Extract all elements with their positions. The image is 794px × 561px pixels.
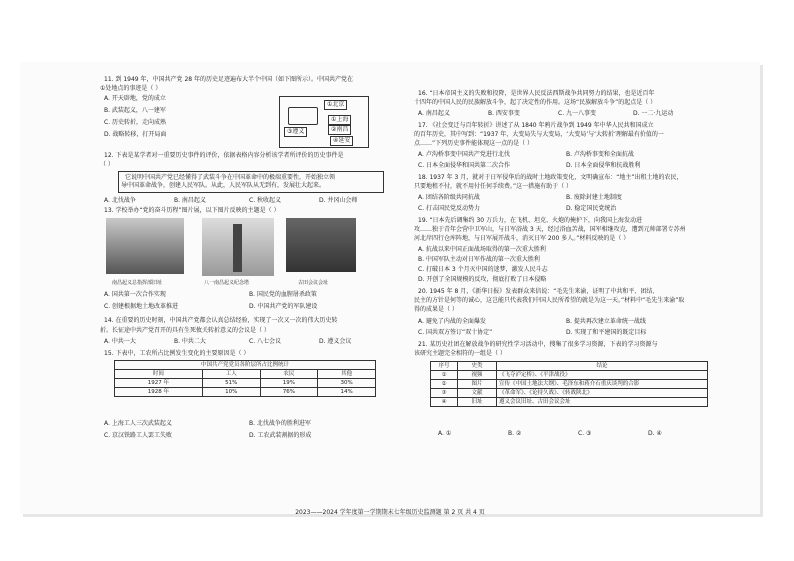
q15-opt-d: D. 工农武装割据的形成 [249, 432, 312, 439]
q15-opt-c: C. 京汉铁路工人罢工失败 [104, 432, 173, 439]
q14-opt-a: A. 中共一大 [104, 338, 136, 345]
q18-line1: 18. 1937 年 3 月，就对于日军侵华后的战时土地政策变化，文明确宣布：“地主”出租土地的农民， [418, 174, 683, 181]
q15-cell: 10% [202, 388, 260, 397]
q17-opt-a: A. 卢沟桥事变中国共产党进行北伐 [418, 151, 510, 158]
q14-line1: 14. 在重要的历史时刻，中国共产党都会认真总结经验，实现了一次又一次的伟大历史转 [104, 317, 338, 324]
route-map [279, 96, 369, 148]
q16-opt-c: C. 九一八事变 [558, 110, 597, 117]
q16-line2: 十四年的中国人民的民族解放斗争，起了决定性的作用。这场“民族解放斗争”的起点是（ ） [414, 99, 657, 106]
q21-opt-b: B. ② [508, 430, 522, 437]
q15-table [114, 360, 376, 397]
map-beijing: ①北京 [324, 100, 347, 110]
table-row [431, 389, 708, 398]
table-row [431, 371, 708, 380]
q20-opt-a: A. 避免了内战的全面爆发 [418, 318, 486, 325]
q21-cell: 《革命军》、《论持久战》、《转战陕北》 [497, 389, 708, 398]
q15-opt-a: A. 上海工人三次武装起义 [104, 420, 172, 427]
q19-opt-c: C. 打破日本 3 个月灭中国的迷梦，激发人民斗志 [418, 266, 548, 273]
table-row [431, 380, 708, 389]
q17-line1: 17. 《社会变迁与百年转折》讲述了从 1840 年鸦片战争到 1949 年中华人民共和国成立 [418, 122, 654, 129]
q17-opt-c: C. 日本全面侵华和国共第二次合作 [418, 162, 511, 169]
q16-opt-b: B. 西安事变 [488, 110, 520, 117]
q19-opt-b: B. 中国军队主动对日军作战的第一次重大胜利 [418, 256, 540, 263]
q21-cell: 图片 [458, 380, 497, 389]
q14-opt-d: D. 遵义会议 [319, 338, 352, 345]
q17-opt-d: D. 日本全面侵华和抗战胜利 [566, 162, 641, 169]
q15-cell: 76% [260, 388, 318, 397]
q13-opt-a: A. 国共第一次合作实现 [104, 291, 166, 298]
q11-opt-a: A. 开天辟地，党的成立 [104, 95, 166, 102]
q21-cell: ③ [431, 389, 458, 398]
q18-opt-a: A. 团结各阶级共同抗战 [418, 194, 480, 201]
map-shanghai: ①上海 [328, 115, 351, 125]
q15-th: 农民 [260, 370, 318, 379]
q17-line3: 点……”下列历史事件能体现这一点的是（ ） [414, 140, 534, 147]
q18-line2: 只要地租不付，就不用付任何手续费。”这一措施有助于（ ） [414, 183, 573, 190]
map-nanchang: ②南昌 [328, 125, 351, 135]
photo-gutian [286, 218, 356, 272]
q13-stem: 13. 学校举办“党的奋斗历程”图片展，以下图片反映的主题是（ ） [104, 207, 280, 214]
q13-opt-b: B. 国民党的血腥屠杀政策 [249, 291, 317, 298]
q20-opt-d: D. 实现了和平建国的既定目标 [566, 329, 647, 336]
q15-cell: 19% [260, 379, 318, 388]
q20-line3: 得的成果是（ ） [414, 306, 458, 313]
photo-nanchang-hq [106, 218, 184, 274]
q18-opt-c: C. 打击国民党反动势力 [418, 205, 481, 212]
q21-cell: 文献 [458, 389, 497, 398]
q21-cell: ④ [431, 398, 458, 407]
q11-opt-d: D. 战略转移，打开局面 [104, 131, 167, 138]
table-row [115, 388, 376, 397]
map-yanan: ④延安 [330, 136, 353, 146]
q12-quote-box [118, 171, 384, 193]
q15-cell: 14% [318, 388, 376, 397]
q21-th: 结论 [497, 362, 708, 371]
q15-table-title: 中国共产党党员各阶层所占比例统计 [115, 361, 376, 370]
q21-line2: 该研究主题完全相符的一组是（ ） [414, 350, 506, 357]
q15-th: 时间 [115, 370, 203, 379]
q15-cell: 30% [318, 379, 376, 388]
q21-th: 序号 [431, 362, 458, 371]
q17-line2: 的百年历史，其中写到：“1937 年，大变局失与大变局，‘大变局’与‘大转折’理解最有价值的一 [414, 131, 664, 138]
map-route-line [288, 107, 318, 125]
page-footer: 2023——2024 学年度第一学期期末七年级历史监测题 第 2 页 共 4 页 [295, 509, 485, 516]
q12-opt-d: D. 井冈山会师 [319, 197, 358, 204]
exam-sheet [20, 62, 760, 514]
q21-cell: ② [431, 380, 458, 389]
q13-caption-2: 八一南昌起义纪念塔 [204, 280, 250, 286]
q21-opt-a: A. ① [438, 430, 452, 437]
q13-caption-1: 南昌起义总指挥部旧址 [112, 280, 163, 286]
q15-th: 其他 [318, 370, 376, 379]
q14-opt-b: B. 中共二大 [174, 338, 206, 345]
q16-line1: 16. “日本帝国主义的失败和投降，是世界人民反法西斯战争共同努力的结果，也是近百年 [418, 90, 655, 97]
q15-stem: 15. 下表中，工农所占比例发生变化的主要原因是（ ） [104, 350, 250, 357]
q12-quote-line1: 它说明中国共产党已经懂得了武装斗争在中国革命中的极端重要性，开始独立领 [125, 174, 336, 181]
q14-line2: 折。长征途中共产党召开的具有生死攸关转折意义的会议是（ ） [100, 327, 270, 334]
q12-quote-line2: 导中国革命战争，创建人民军队。从此，人民军队从无到有，发展壮大起来。 [121, 182, 326, 189]
q19-opt-a: A. 抗战以来中国正面战场取得的第一次重大胜利 [418, 246, 546, 253]
q15-cell: 1928 年 [115, 388, 203, 397]
q20-line1: 20. 1945 年 8 月，《新华日报》发表群众来信说：“毛先生来渝，证明了中共和平、团结、 [418, 288, 659, 295]
q19-line2: 攻……独于青年会营中卫军山，与日军浴战 3 天，经过浴血苦战，国军相继攻克，遭到元帅部署专苏州 [414, 226, 686, 233]
q21-cell: 旧址 [458, 398, 497, 407]
q13-caption-3: 古田会议会址 [298, 280, 329, 286]
q15-opt-b: B. 北伐战争的胜利进军 [249, 420, 311, 427]
q21-line1: 21. 某历史社团在解放战争的研究性学习活动中，搜集了很多学习资源，下表的学习资源与 [418, 341, 658, 348]
q11-opt-c: C. 历史转折，走向成熟 [104, 119, 167, 126]
q11-opt-b: B. 武装起义，八一建军 [104, 107, 166, 114]
q21-cell: ① [431, 371, 458, 380]
q21-cell: 视频 [458, 371, 497, 380]
q21-table [430, 361, 708, 407]
q20-opt-c: C. 国共双方签订“双十协定” [418, 329, 493, 336]
q16-opt-d: D. 一二·九运动 [633, 110, 674, 117]
q15-th: 工人 [202, 370, 260, 379]
q21-cell: 《飞夺泸定桥》、《平津战役》 [497, 371, 708, 380]
table-row [115, 379, 376, 388]
q12-line2: （ ） [100, 161, 114, 168]
q20-opt-b: B. 提共再次建立革命统一战线 [566, 318, 646, 325]
q19-opt-d: D. 开创了全国规模的反攻，彻底打败了日本侵略 [418, 276, 547, 283]
q19-line3: 河北岸四行仓库阵地，与日军展开战斗，消灭日军 200 多人。”材料反映的是（ ） [414, 235, 630, 242]
q15-cell: 51% [202, 379, 260, 388]
q13-opt-c: C. 创建根据地土地改革推进 [104, 303, 179, 310]
q12-opt-a: A. 北伐战争 [104, 197, 136, 204]
q13-opt-d: D. 中国共产党的军队建设 [249, 303, 318, 310]
q12-opt-b: B. 南昌起义 [174, 197, 206, 204]
q17-opt-b: B. 卢沟桥事变和全面抗战 [566, 151, 634, 158]
q14-opt-c: C. 八七会议 [249, 338, 282, 345]
table-row [431, 398, 708, 407]
q18-opt-d: D. 稳定国民党统治 [566, 205, 617, 212]
q11-line2: ①处地点的事迹是（ ） [100, 85, 162, 92]
q15-cell: 1927 年 [115, 379, 203, 388]
q12-line1: 12. 下表是某学者对一重要历史事件的评价，依据表格内容分析该学者所评价的历史事件是 [104, 152, 344, 159]
q21-th: 史类 [458, 362, 497, 371]
q12-opt-c: C. 秋收起义 [249, 197, 282, 204]
q21-opt-d: D. ④ [648, 430, 662, 437]
photo-nanchang-tower [202, 218, 274, 276]
q11-line1: 11. 到 1949 年，中国共产党 28 年的历史足迹遍布大半个中国（如下图所示）。中国共产党在 [104, 76, 353, 83]
q21-cell: 宣传《中国土地法大纲》、毛泽东和蒋介石重庆谈判的合影 [497, 380, 708, 389]
q18-opt-b: B. 废除封建土地制度 [566, 194, 622, 201]
q16-opt-a: A. 南昌起义 [418, 110, 450, 117]
q21-opt-c: C. ③ [578, 430, 592, 437]
q21-cell: 遵义会议旧址、古田会议会址 [497, 398, 708, 407]
map-zunyi: ③遵义 [284, 127, 307, 137]
q19-line1: 19. “日本先后调集约 30 万兵力，在飞机、坦克、火炮的掩护下，向我国上海发动进 [418, 217, 643, 224]
q20-line2: 民主的方针是何等的诚心，这岂能只代表我们中国人民所希望的就是为这一天。”材料中“毛先生来渝”取 [414, 297, 685, 304]
